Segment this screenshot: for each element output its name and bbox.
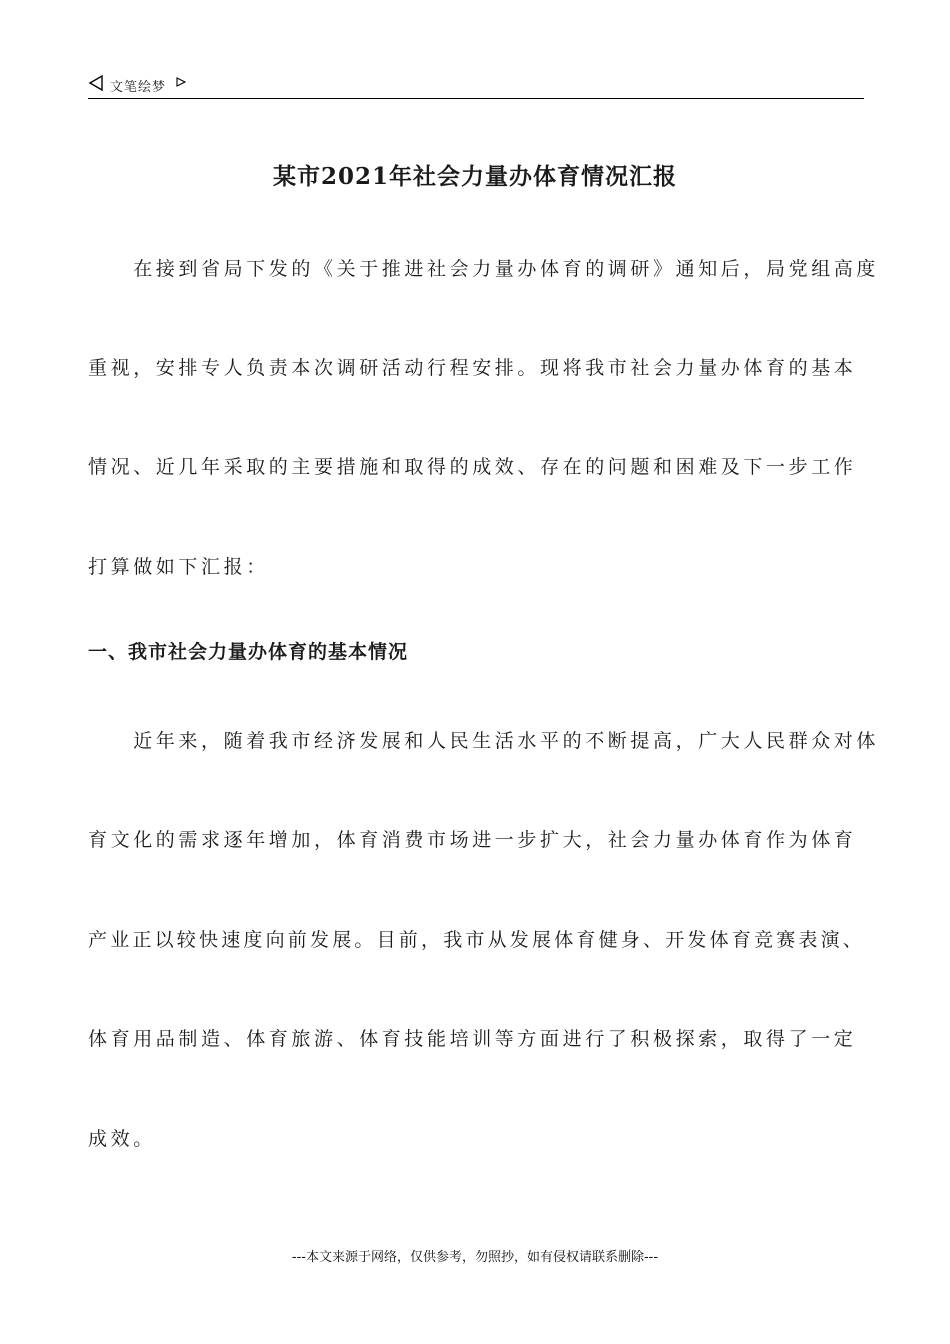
paragraph-line: 在接到省局下发的《关于推进社会力量办体育的调研》通知后，局党组高度 — [88, 258, 880, 280]
paragraph-line: 近年来，随着我市经济发展和人民生活水平的不断提高，广大人民群众对体 — [88, 730, 880, 752]
section-heading: 一、我市社会力量办体育的基本情况 — [88, 641, 409, 663]
triangle-left-outline-icon — [88, 75, 104, 91]
paragraph-line: 体育用品制造、体育旅游、体育技能培训等方面进行了积极探索，取得了一定 — [88, 1028, 857, 1050]
paragraph-line: 情况、近几年采取的主要措施和取得的成效、存在的问题和困难及下一步工作 — [88, 456, 857, 478]
footer-disclaimer: ---本文来源于网络，仅供参考，勿照抄，如有侵权请联系删除--- — [291, 1250, 659, 1265]
paragraph-line: 产业正以较快速度向前发展。目前，我市从发展体育健身、开发体育竞赛表演、 — [88, 929, 866, 951]
paragraph-line: 重视，安排专人负责本次调研活动行程安排。现将我市社会力量办体育的基本 — [88, 357, 857, 379]
page-header — [88, 72, 864, 99]
paragraph-line: 打算做如下汇报： — [88, 556, 269, 578]
paragraph-line: 成效。 — [88, 1128, 156, 1150]
header-brand: 文笔绘梦 — [110, 80, 167, 95]
document-title: 某市2021年社会力量办体育情况汇报 — [272, 163, 677, 190]
triangle-right-outline-icon — [176, 77, 186, 87]
paragraph-line: 育文化的需求逐年增加，体育消费市场进一步扩大，社会力量办体育作为体育 — [88, 829, 857, 851]
